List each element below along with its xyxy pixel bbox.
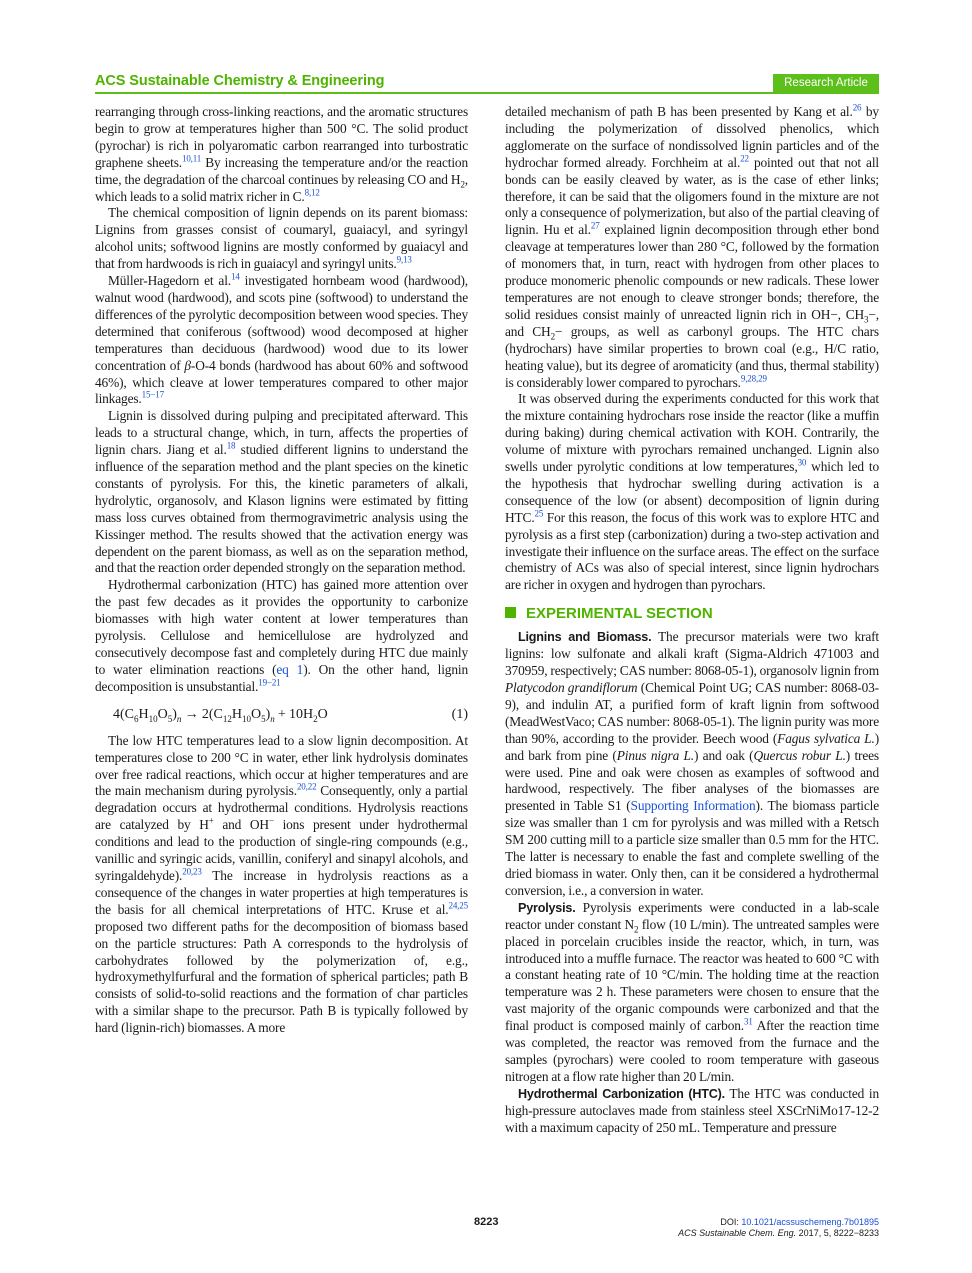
text-run: H	[138, 706, 149, 722]
superscript: +	[208, 815, 214, 826]
text-run: H	[231, 706, 242, 722]
citation-reference[interactable]: 18	[226, 440, 236, 451]
text-run: The HTC was conducted in high-pressure autoclaves made from stainless steel XSCrNiMo17-12-2 with a maximum capacity of 250 mL. Temperature and pressure	[505, 1085, 879, 1135]
text-run: −, and CH	[505, 306, 879, 339]
citation-reference[interactable]: 10,11	[181, 153, 202, 164]
text-run: O	[157, 706, 168, 722]
text-run: ) trees were used. Pine and oak were chosen as examples of softwood and hardwood, respectively. The fiber analyses of the biomasses are presented in Table S1 (	[505, 747, 879, 814]
subscript: 2	[460, 179, 465, 190]
citation-reference[interactable]: 20,22	[296, 781, 317, 792]
paragraph	[505, 629, 879, 900]
subscript: 2	[633, 924, 639, 935]
citation-details: 2017, 5, 8222−8233	[796, 1228, 879, 1238]
citation-reference[interactable]: 19−21	[258, 677, 281, 688]
equation-formula	[113, 704, 328, 726]
italic-text: Quercus robur L.	[753, 747, 846, 763]
citation-reference[interactable]: 20,23	[182, 866, 202, 877]
text-run: Hydrothermal carbonization (HTC) has gained more attention over the past few decades as it provides the opportunity to carbonize biomasses with high water content at lower temperatures than pyrolysis. Cellulose and hemicellulose are hydrolyzed and consecutively decompose fast and completely during HTC due mainly to water elimination reactions (	[95, 577, 468, 677]
paragraph	[505, 104, 879, 391]
right-paragraphs-after	[505, 629, 879, 1136]
citation-reference[interactable]: 8,12	[304, 187, 320, 198]
subscript: 2	[313, 713, 318, 724]
paragraph	[95, 577, 468, 695]
text-run: Müller-Hagedorn et al.	[108, 273, 231, 289]
text-run: + 10H	[274, 706, 314, 722]
text-run: Pyrolysis experiments were conducted in a lab-scale reactor under constant N	[505, 899, 879, 932]
equation-number: (1)	[451, 706, 468, 722]
text-run: O	[250, 706, 262, 722]
text-run: ) and oak (	[693, 747, 754, 763]
italic-text: Fagus sylvatica L.	[777, 730, 875, 746]
text-run: − groups, as well as carbonyl groups. The HTC chars (hydrochars) have similar properties to brown coal (e.g., H/C ratio, heating value), but its degree of aromaticity (and thus, thermal stability) is considerably lower compared to pyrochars.	[505, 323, 879, 390]
right-column	[505, 104, 879, 1136]
italic-text: Pinus nigra L.	[616, 747, 694, 763]
text-run: explained lignin decomposition through ether bond cleavage at temperatures lower than 280 °C, followed by the formation of monomers that, in turn, react with hydrogen from other places to produce monomeric phenolic compounds or new radicals. These lower temperatures are not enough to cleave stronger bonds; therefore, the solid residues consist mainly of unreacted lignin rich in OH−, CH	[505, 222, 879, 322]
text-run: The precursor materials were two kraft lignins: low sulfonate and alkali kraft (Sigma-Aldrich 471003 and 370959, respectively; CAS number: 8068-05-1), organosolv lignin from	[505, 629, 880, 679]
text-run: flow (10 L/min). The untreated samples were placed in porcelain crucibles inside the reactor, which, in turn, was introduced into a muffle furnace. The reactor was heated to 600 °C with a constant heating rate of 10 °C/min. The holding time at the reaction temperature was 2 h. These parameters were chosen to ensure that the vast majority of the organic compounds were carbonized and that the final product is composed mainly of carbon.	[505, 916, 879, 1034]
subscript: n	[270, 713, 275, 724]
text-run: ). The biomass particle size was smaller than 1 cm for pyrolysis and was milled with a Retsch SM 200 cutting mill to a particle size smaller than 0.5 mm for the HTC. The latter is necessary to enable the fast and complete swelling of the dried biomass in water. Only then, can it be considered a hydrothermal conversion, i.e., a conversion in water.	[505, 798, 879, 898]
paragraph	[95, 205, 468, 273]
subscript: 5	[167, 713, 173, 724]
superscript: −	[268, 815, 274, 826]
journal-title: ACS Sustainable Chemistry & Engineering	[95, 73, 385, 89]
paragraph	[505, 900, 879, 1086]
left-paragraphs-after	[95, 733, 468, 1037]
text-run: The chemical composition of lignin depends on its parent biomass: Lignins from grasses consist of coumaryl, guaiacyl, and syringyl alcohol units; softwood lignins are mostly conformed by guaiacyl and that from hardwoods is rich in guaiacyl and syringyl units.	[95, 205, 468, 272]
text-run: investigated hornbeam wood (hardwood), walnut wood (hardwood), and scots pine (softwood) to understand the differences of the pyrolytic decomposition between wood species. They determined that coniferous (softwood) wood decomposed at higher temperatures than deciduous (hardwood) wood due to its lower concentration of	[95, 273, 468, 373]
text-run: )	[172, 706, 177, 722]
subscript: 10	[148, 713, 158, 724]
paragraph	[505, 391, 879, 594]
citation-reference[interactable]: 27	[590, 220, 600, 231]
citation-reference[interactable]: 26	[852, 102, 862, 113]
citation-reference[interactable]: 14	[230, 271, 240, 282]
subscript: n	[176, 713, 182, 724]
text-run: By increasing the temperature and/or the reaction time, the degradation of the charcoal continues by releasing CO and H	[95, 154, 468, 187]
text-run: , which leads to a solid matrix richer in C.	[95, 171, 468, 204]
subscript: 3	[864, 314, 869, 325]
text-run: The increase in hydrolysis reactions as a consequence of the changes in water properties at high temperatures is the basis for all chemical interpretations of HTC. Kruse et al.	[95, 867, 468, 917]
citation-reference[interactable]: 31	[744, 1016, 753, 1027]
citation-reference[interactable]: 30	[797, 457, 807, 468]
text-run: by including the polymerization of dissolved phenolics, which agglomerate on the surface of nondissolved lignin particles and of the hydrochar formed already. Forchheim at al.	[505, 104, 879, 170]
run-in-heading: Lignins and Biomass.	[518, 630, 652, 645]
text-run: Lignin is dissolved during pulping and precipitated afterward. This leads to a structural change, which, in turn, affects the properties of lignin chars. Jiang et al.	[95, 408, 468, 458]
doi-label: DOI:	[720, 1217, 742, 1227]
subscript: 5	[261, 713, 266, 724]
subscript: 10	[241, 713, 251, 724]
citation-reference[interactable]: 9,13	[396, 254, 412, 265]
text-run: After the reaction time was completed, the reactor was removed from the furnace and the samples (pyrochars) were cooled to room temperature with gaseous nitrogen at a flow rate higher than 20 L/min.	[505, 1018, 879, 1084]
text-run: ions present under hydrothermal conditions and lead to the production of single-ring compounds (e.g., vanillic and syringic acids, vanillin, coniferyl and sinapyl alcohols, and syringaldehyde).	[95, 817, 468, 883]
footer-citation	[678, 1217, 879, 1239]
inline-link[interactable]: Supporting Information	[630, 798, 756, 814]
subscript: 2	[550, 331, 555, 342]
italic-text: Platycodon grandiflorum	[505, 680, 638, 695]
citation-reference[interactable]: 25	[534, 508, 544, 519]
text-run: For this reason, the focus of this work was to explore HTC and pyrolysis as a first step (carbonization) during a two-step activation and investigate their influence on the surface areas. The effect on the surface chemistry of ACs was also of special interest, since lignin hydrochars are richer in oxygen and hydrogen than pyrochars.	[505, 509, 879, 593]
doi-link[interactable]: 10.1021/acssuschemeng.7b01895	[741, 1217, 879, 1227]
text-run: rearranging through cross-linking reactions, and the aromatic structures begin to grow at temperatures higher than 500 °C. The solid product (pyrochar) is rich in polyaromatic carbon rearranged into turbostratic graphene sheets.	[95, 104, 468, 170]
equation-1	[95, 704, 468, 726]
paragraph	[95, 733, 468, 1037]
text-run: -O-4 bonds (hardwood has about 60% and softwood 46%), which cleave at lower temperatures compared to other major linkages.	[95, 357, 469, 407]
text-run: which led to the hypothesis that hydrochar swelling during activation is a consequence of the low (or absent) decomposition of lignin during HTC.	[505, 459, 879, 525]
section-heading-text: EXPERIMENTAL SECTION	[526, 605, 713, 623]
text-run: proposed two different paths for the decomposition of biomass based on the particle structures: Path A corresponds to the hydrolysis of carbohydrates followed by the polymerization of, e.g., hydroxymethylfurfural and the formation of spherical particles; path B consists of solid-to-solid reactions and the formation of char particles with a similar shape to the precursor. Path B is typically followed by hard (lignin-rich) biomasses. A more	[95, 918, 468, 1036]
article-type-badge: Research Article	[773, 74, 879, 92]
inline-link[interactable]: eq 1	[276, 661, 304, 677]
citation-reference[interactable]: 9,28,29	[740, 373, 767, 384]
run-in-heading: Pyrolysis.	[518, 900, 576, 915]
left-column	[95, 104, 468, 1037]
text-run: and OH	[213, 817, 269, 833]
text-run: ). On the other hand, lignin decomposition is unsubstantial.	[95, 661, 468, 694]
header-divider	[95, 92, 879, 94]
paragraph	[505, 1086, 879, 1137]
citation-reference[interactable]: 22	[740, 153, 749, 164]
citation-journal: ACS Sustainable Chem. Eng.	[678, 1228, 797, 1238]
subscript: 12	[222, 713, 232, 724]
citation-reference[interactable]: 15−17	[141, 389, 164, 400]
paragraph	[95, 273, 468, 408]
text-run: pointed out that not all bonds can be easily cleaved by water, as is the case of ether links; therefore, it can be said that the oligomers found in the mixture are not only a consequence of polymerization, but also of the partial cleaving of lignin. Hu et al.	[505, 154, 879, 238]
text-run: O	[317, 706, 328, 722]
paragraph	[95, 408, 468, 577]
text-run: Consequently, only a partial degradation occurs at hydrothermal conditions. Hydrolysis reactions are catalyzed by H	[95, 783, 468, 833]
right-paragraphs	[505, 104, 879, 594]
left-paragraphs	[95, 104, 468, 696]
text-run: studied different lignins to understand the influence of the separation method and the plant species on the kinetic constants of pyrolysis. For this, the kinetic parameters of alkali, hydrolytic, organosolv, and Klason lignins were estimated by fitting mass loss curves obtained from thermogravimetric analysis using the Kissinger method. The results showed that the activation energy was dependent on the parent biomass, as well as on the separation method, and that the reaction order depended strongly on the separation method.	[95, 442, 468, 576]
page-number: 8223	[474, 1216, 499, 1228]
text-run: It was observed during the experiments conducted for this work that the mixture containing hydrochars rose inside the reactor (like a muffin during baking) during chemical activation with KOH. Contrarily, the volume of mixture with pyrochars remained unchanged. Lignin also swells under pyrolytic conditions at low temperatures,	[505, 391, 879, 475]
italic-text: β	[184, 357, 191, 373]
text-run: (Chemical Point UG; CAS number: 8068-03-9), and indulin AT, a purified form of kraft lignin from softwood (MeadWestVaco; CAS number: 8068-05-1). The lignin purity was more than 90%, according to the provider. Beech wood (	[505, 680, 879, 746]
section-square-icon	[505, 607, 516, 618]
section-heading	[505, 604, 879, 624]
text-run: → 2(C	[181, 706, 223, 722]
run-in-heading: Hydrothermal Carbonization (HTC).	[518, 1086, 725, 1101]
text-run: ) and bark from pine (	[505, 730, 879, 763]
paragraph	[95, 104, 468, 205]
text-run: 4(C	[113, 706, 134, 722]
citation-reference[interactable]: 24,25	[448, 900, 468, 911]
text-run: The low HTC temperatures lead to a slow lignin decomposition. At temperatures close to 200 °C in water, ether link hydrolysis dominates over free radical reactions, which occur at higher temperatures and are the main mechanism during pyrolysis.	[95, 732, 468, 799]
subscript: 6	[134, 713, 139, 724]
text-run: detailed mechanism of path B has been presented by Kang et al.	[505, 104, 853, 119]
text-run: )	[265, 706, 271, 722]
